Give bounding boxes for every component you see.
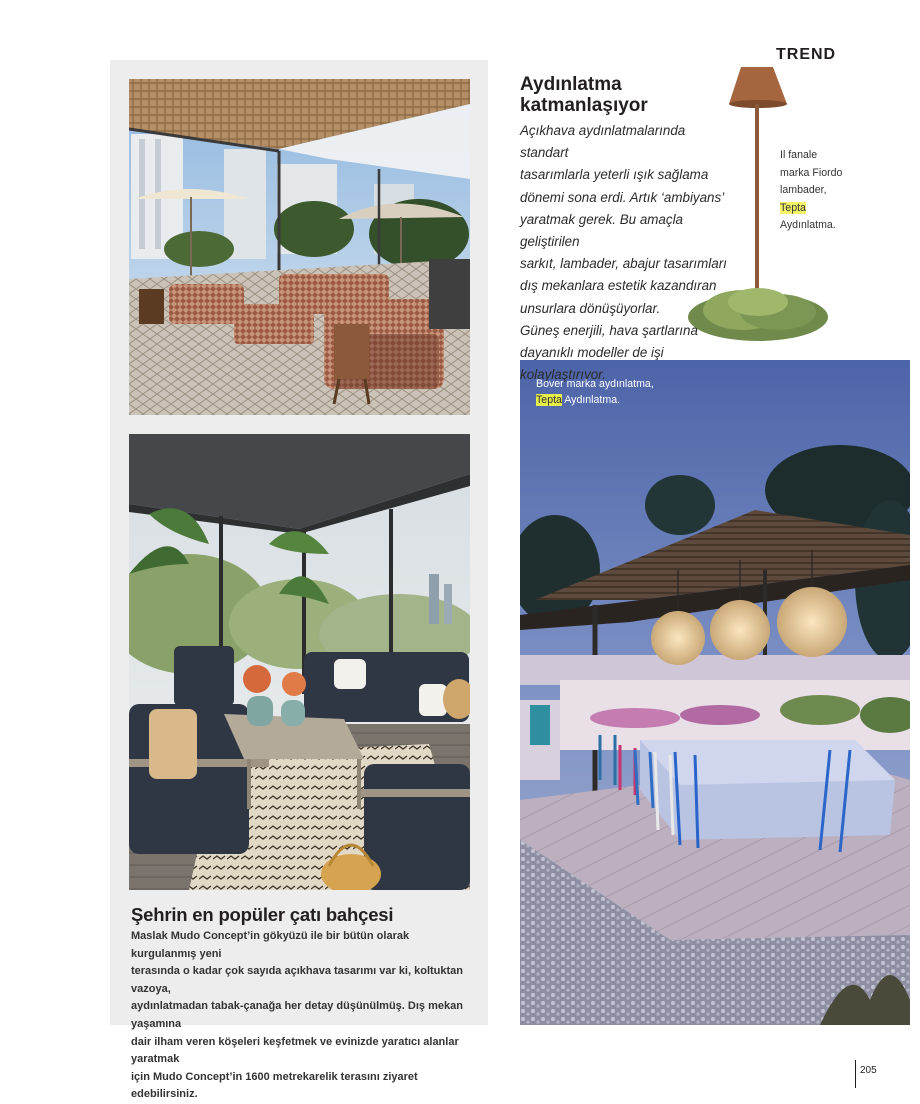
lead-line: tasarımlarla yeterli ışık sağlama	[520, 167, 709, 183]
feature-headline	[520, 74, 720, 116]
lead-line: sarkıt, lambader, abajur tasarımları	[520, 256, 727, 272]
page-number: 205	[860, 1065, 877, 1076]
body-line: Maslak Mudo Concept’in gökyüzü ile bir bütün olarak kurgulanmış yeni	[131, 930, 410, 960]
lead-line: Açıkhava aydınlatmalarında standart	[520, 123, 686, 161]
body-line: aydınlatmadan tabak-çanağa her detay düşünülmüş. Dış mekan yaşamına	[131, 1000, 463, 1030]
caption-line: Aydınlatma.	[780, 219, 836, 231]
lead-line: Güneş enerjili, hava şartlarına	[520, 322, 698, 338]
caption-line: Il fanale	[780, 149, 818, 161]
caption-line: Bover marka aydınlatma,	[536, 378, 654, 390]
caption-line: Aydınlatma.	[561, 394, 621, 406]
feature-lead	[520, 120, 735, 386]
terrace-photo-caption	[536, 376, 706, 408]
dusk-dining-terrace-photo	[520, 360, 910, 1025]
lead-line: dış mekanlara estetik kazandıran	[520, 278, 717, 294]
lamp-caption	[780, 147, 850, 235]
section-tag: TREND	[776, 46, 837, 63]
caption-line: marka Fiordo	[780, 166, 843, 179]
headline-line: Aydınlatma	[520, 74, 622, 95]
lead-line: dönemi sona erdi. Artık ‘ambiyans’	[520, 189, 725, 205]
lead-line: unsurlara dönüşüyorlar.	[520, 300, 661, 316]
lead-line: kolaylaştırıyor.	[520, 367, 606, 383]
caption-line: lambader,	[780, 184, 827, 196]
lead-line: dayanıklı modeller de işi	[520, 345, 664, 361]
body-line: için Mudo Concept’in 1600 metrekarelik terasını ziyaret edebilirsiniz.	[131, 1070, 418, 1101]
article-body	[131, 928, 476, 1104]
caption-brand: Tepta	[780, 201, 806, 214]
caption-brand: Tepta	[536, 394, 562, 406]
body-line: terasında o kadar çok sayıda açıkhava tasarımı var ki, koltuktan vazoya,	[131, 965, 463, 995]
article-title: Şehrin en popüler çatı bahçesi	[131, 904, 394, 925]
rooftop-lounge-photo	[129, 79, 470, 415]
lead-line: yaratmak gerek. Bu amaçla geliştirilen	[520, 211, 683, 250]
folio-divider	[855, 1060, 856, 1088]
covered-terrace-photo	[129, 434, 470, 890]
headline-line: katmanlaşıyor	[520, 95, 648, 116]
body-line: dair ilham veren köşeleri keşfetmek ve evinizde yaratıcı alanlar yaratmak	[131, 1035, 459, 1066]
